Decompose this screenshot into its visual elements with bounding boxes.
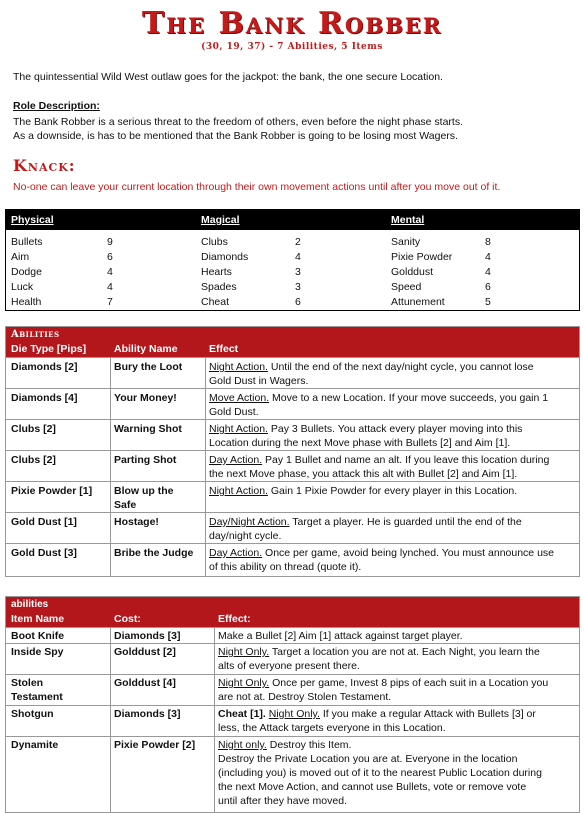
items-header [6,612,579,627]
table-row: Diamonds [4] Your Money! Move Action. Move to a new Location. If your move succeeds, you gain 1 Gold Dust. [6,388,579,419]
stats-table [5,209,580,311]
col-item-effect: Effect: [218,613,251,625]
mental-stats [391,236,571,311]
table-row: Dynamite Pixie Powder [2] Night only. Destroy this Item. Destroy the Private Location you are at. Everyone in the location (including you) is moved out of it to the nearest Public Location during the next Move Action, and cannot use Bullets, vote or remove vote until after they have moved. [6,736,579,812]
table-row: Shotgun Diamonds [3] Cheat [1]. Night Only. If you make a regular Attack with Bullets [3] or less, the Attack targets everyone in this Location. [6,705,579,736]
table-row: Gold Dust [3] Bribe the Judge Day Action. Once per game, avoid being lynched. You must announce use of this ability on thread (quote it). [6,543,579,576]
stat-row: Dodge 4 [11,266,113,278]
stat-row: Sanity 8 [391,236,491,248]
role-description [13,115,573,143]
col-ability-name: Ability Name [114,343,178,355]
items-table [5,596,580,813]
abilities-table [5,326,580,577]
abilities-header [6,342,579,357]
stat-row: Bullets 9 [11,236,113,248]
stat-row: Speed 6 [391,281,491,293]
stat-row: Golddust 4 [391,266,491,278]
table-row: Clubs [2] Warning Shot Night Action. Pay 3 Bullets. You attack every player moving into this Location during the next Move phase with Bullets [2] and Aim [1]. [6,419,579,450]
table-row: Stolen Testament Golddust [4] Night Only. Once per game, Invest 8 pips of each suit in a Location you are not at. Destroy Stolen Testament. [6,674,579,705]
table-row: Boot Knife Diamonds [3] Make a Bullet [2] Aim [1] attack against target player. [6,627,579,643]
stat-row: Cheat 6 [201,296,301,308]
table-row: Gold Dust [1] Hostage! Day/Night Action. Target a player. He is guarded until the end of the day/night cycle. [6,512,579,543]
abilities-caption: Abilities [6,327,579,342]
stat-row: Diamonds 4 [201,251,301,263]
stat-row: Hearts 3 [201,266,301,278]
page-subtitle: (30, 19, 37) - 7 Abilities, 5 Items [201,42,383,52]
table-row: Diamonds [2] Bury the Loot Night Action. Until the end of the next day/night cycle, you cannot lose Gold Dust in Wagers. [6,357,579,388]
magical-heading: Magical [201,214,240,226]
knack-heading: Knack: [13,156,76,175]
knack-text: No-one can leave your current location through their own movement actions until after you move out of it. [13,181,501,193]
table-row: Clubs [2] Parting Shot Day Action. Pay 1 Bullet and name an alt. If you leave this location during the next Move phase, you attack this alt with Bullet [2] and Aim [1]. [6,450,579,481]
stats-header [6,210,579,230]
magical-stats [201,236,381,311]
stat-row: Aim 6 [11,251,113,263]
stat-row: Luck 4 [11,281,113,293]
stat-row: Spades 3 [201,281,301,293]
physical-heading: Physical [11,214,54,226]
col-cost: Cost: [114,613,141,625]
col-effect: Effect [209,343,239,355]
stat-row: Clubs 2 [201,236,301,248]
table-row: Pixie Powder [1] Blow up the Safe Night Action. Gain 1 Pixie Powder for every player in this Location. [6,481,579,512]
stat-row: Health 7 [11,296,113,308]
role-line: The Bank Robber is a serious threat to the freedom of others, even before the night phase starts. [13,116,464,128]
page-title: The Bank Robber [141,6,443,41]
stat-row: Pixie Powder 4 [391,251,491,263]
col-die-type: Die Type [Pips] [11,343,87,355]
physical-stats [11,236,191,311]
role-heading: Role Description: [13,100,100,112]
col-item-name: Item Name [11,613,65,625]
table-row: Inside Spy Golddust [2] Night Only. Target a location you are not at. Each Night, you learn the alts of everyone present there. [6,643,579,674]
role-line: As a downside, is has to be mentioned that the Bank Robber is going to be losing most Wagers. [13,130,458,142]
mental-heading: Mental [391,214,425,226]
items-caption: abilities [6,597,579,612]
intro-text: The quintessential Wild West outlaw goes for the jackpot: the bank, the one secure Location. [13,71,443,83]
stat-row: Attunement 5 [391,296,491,308]
